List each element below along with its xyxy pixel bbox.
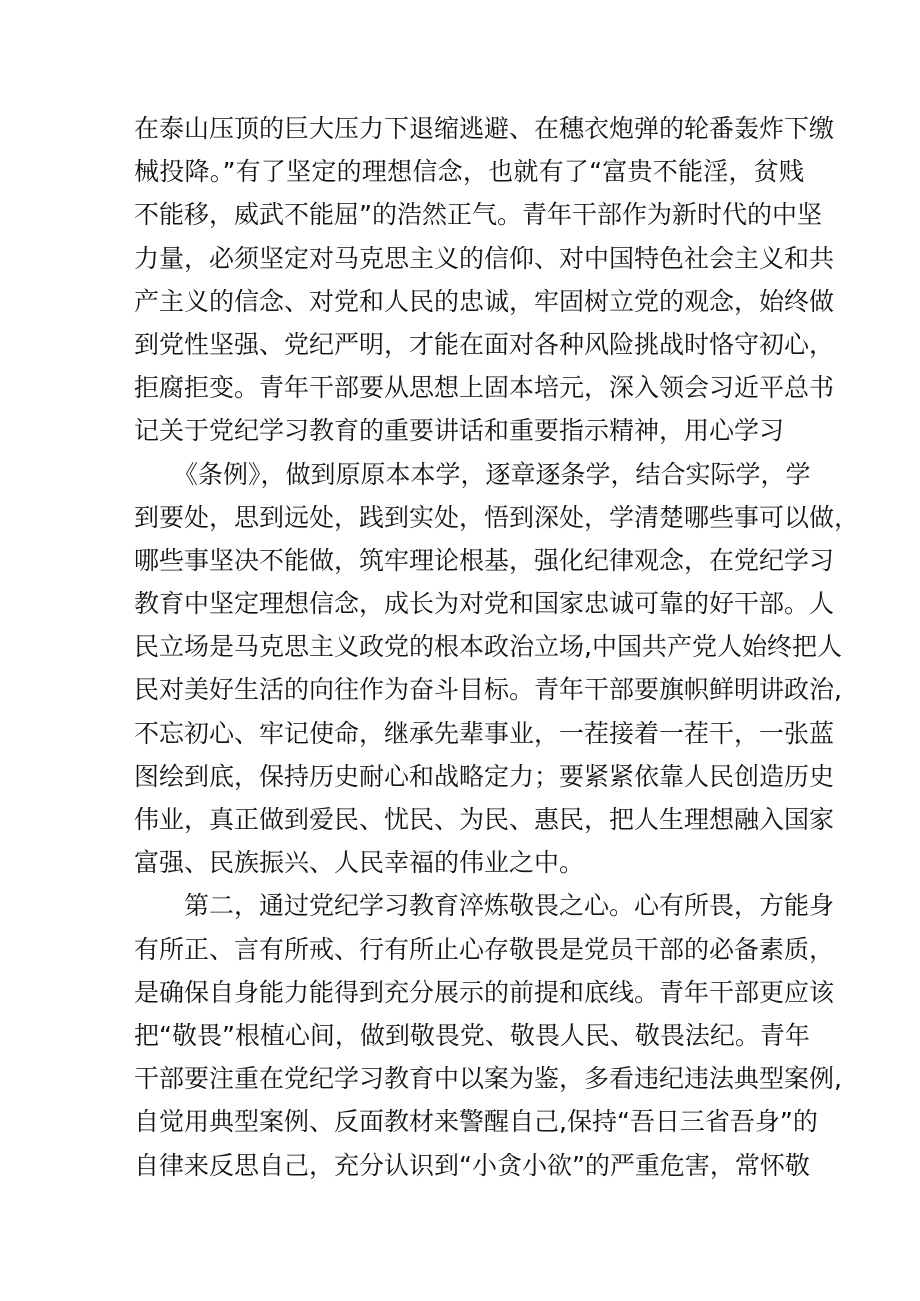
text-line: 不忘初心、牢记使命，继承先辈事业，一茬接着一茬干，一张蓝 bbox=[134, 718, 835, 748]
body-text bbox=[134, 107, 860, 1187]
text-line: 在泰山压顶的巨大压力下退缩逃避、在穗衣炮弹的轮番轰炸下缴 bbox=[134, 114, 835, 143]
text-line: 产主义的信念、对党和人民的忠诚，牢固树立党的观念，始终做 bbox=[134, 286, 835, 316]
text-line: 不能移，威武不能屈”的浩然正气。青年干部作为新时代的中坚 bbox=[134, 200, 822, 230]
text-line: 械投降。”有了坚定的理想信念，也就有了“富贵不能淫，贫贱 bbox=[134, 157, 804, 187]
text-line: 记关于党纪学习教育的重要讲话和重要指示精神，用心学习 bbox=[134, 416, 785, 446]
text-line: 图绘到底，保持历史耐心和战略定力；要紧紧依靠人民创造历史 bbox=[134, 761, 835, 791]
text-line: 第二，通过党纪学习教育淬炼敬畏之心。心有所畏，方能身 bbox=[184, 891, 835, 921]
text-line: 到要处，思到远处，践到实处，悟到深处，学清楚哪些事可以做， bbox=[134, 502, 860, 532]
text-line: 到党性坚强、党纪严明，才能在面对各种风险挑战时恪守初心， bbox=[134, 329, 835, 359]
text-line: 有所正、言有所戒、行有所止心存敬畏是党员干部的必备素质， bbox=[134, 934, 835, 964]
text-line: 富强、民族振兴、人民幸福的伟业之中。 bbox=[134, 848, 585, 878]
text-line: 力量，必须坚定对马克思主义的信仰、对中国特色社会主义和共 bbox=[134, 243, 835, 273]
text-line: 自觉用典型案例、反面教材来警醒自己,保持“吾日三省吾身”的 bbox=[134, 1107, 818, 1137]
text-line: 是确保自身能力能得到充分展示的前提和底线。青年干部更应该 bbox=[134, 977, 835, 1007]
text-line: 拒腐拒变。青年干部要从思想上固本培元，深入领会习近平总书 bbox=[134, 373, 835, 403]
text-line: 教育中坚定理想信念，成长为对党和国家忠诚可靠的好干部。人 bbox=[134, 589, 835, 619]
text-line: 民对美好生活的向往作为奋斗目标。青年干部要旗帜鲜明讲政治, bbox=[134, 675, 842, 705]
text-line: 干部要注重在党纪学习教育中以案为鉴，多看违纪违法典型案例, bbox=[134, 1064, 842, 1094]
text-line: 《条例》，做到原原本本学，逐章逐条学，结合实际学，学 bbox=[173, 459, 811, 489]
text-line: 民立场是马克思主义政党的根本政治立场,中国共产党人始终把人 bbox=[134, 632, 842, 662]
text-line: 伟业，真正做到爱民、忧民、为民、惠民，把人生理想融入国家 bbox=[134, 805, 835, 834]
text-line: 自律来反思自己，充分认识到“小贪小欲”的严重危害，常怀敬 bbox=[134, 1150, 810, 1180]
text-line: 把“敬畏”根植心间，做到敬畏党、敬畏人民、敬畏法纪。青年 bbox=[134, 1020, 810, 1050]
text-line: 哪些事坚决不能做，筑牢理论根基，强化纪律观念，在党纪学习 bbox=[134, 545, 835, 575]
